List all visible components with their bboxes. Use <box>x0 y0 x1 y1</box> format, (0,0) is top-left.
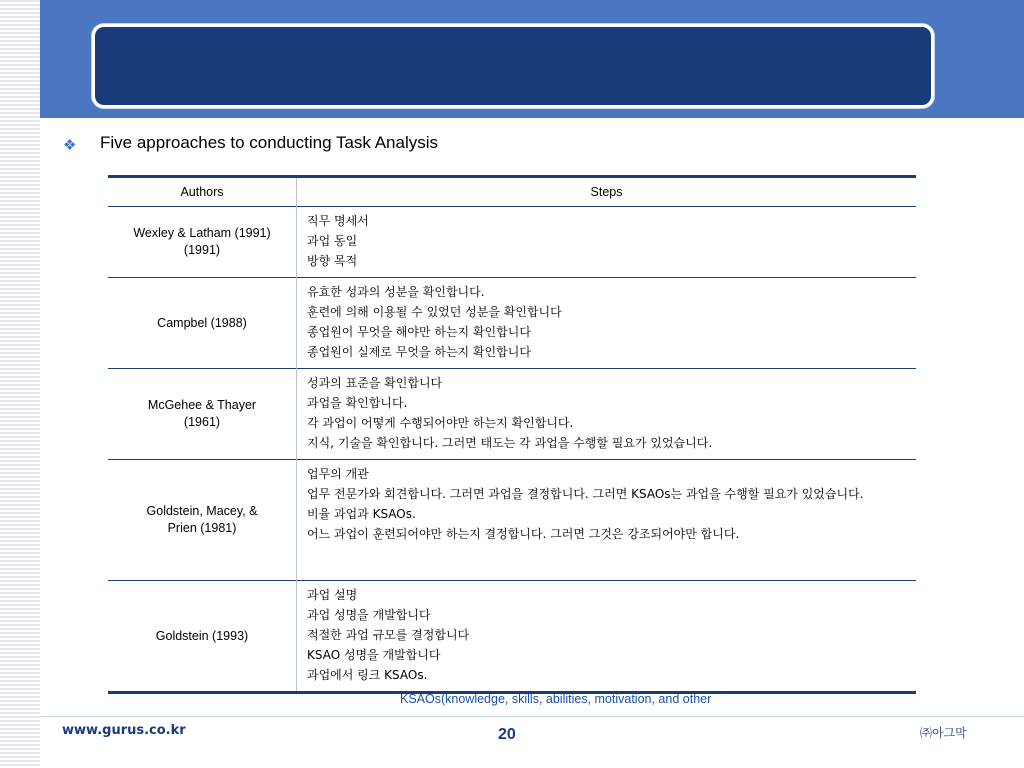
step-item: 각 과업이 어떻게 수행되어야만 하는지 확인합니다. <box>307 416 574 430</box>
left-stripe-decoration <box>0 0 40 768</box>
author-line: Prien (1981) <box>167 521 237 535</box>
slide-heading: Five approaches to conducting Task Analysis <box>100 133 438 152</box>
author-line: McGehee & Thayer <box>147 398 257 412</box>
author-line: Goldstein (1993) <box>155 628 249 643</box>
page-number: 20 <box>498 726 516 743</box>
company-name: ㈜아그막 <box>920 726 967 740</box>
table-row <box>108 581 916 693</box>
task-analysis-table <box>108 175 916 694</box>
steps-cell <box>297 581 917 693</box>
step-item: 종업원이 실제로 무엇을 하는지 확인합니다 <box>307 345 531 359</box>
step-item: 적절한 과업 규모를 결정합니다 <box>307 628 470 642</box>
author-cell <box>108 207 297 278</box>
step-item: 업무의 개관 <box>307 467 369 481</box>
author-cell <box>108 581 297 693</box>
footer-divider <box>40 716 1024 717</box>
table-header-row <box>108 177 916 207</box>
step-item: 과업 동일 <box>307 234 358 248</box>
step-item: 비율 과업과 KSAOs. <box>307 507 416 521</box>
footer-website-link[interactable]: www.gurus.co.kr <box>62 723 186 738</box>
steps-cell <box>297 460 917 581</box>
steps-cell <box>297 369 917 460</box>
step-item: KSAO 성명을 개발합니다 <box>307 648 441 662</box>
step-item: 과업에서 링크 KSAOs. <box>307 668 428 682</box>
authors-column-header: Authors <box>108 177 297 207</box>
title-box <box>92 24 934 108</box>
step-item: 종업원이 무엇을 해야만 하는지 확인합니다 <box>307 325 531 339</box>
steps-column-header: Steps <box>297 177 917 207</box>
ksao-footnote: KSAOs(knowledge, skills, abilities, motivation, and other <box>400 692 712 706</box>
step-item: 성과의 표준을 확인합니다 <box>307 376 443 390</box>
step-item: 직무 명세서 <box>307 214 369 228</box>
author-line: (1991) <box>183 243 221 257</box>
author-cell <box>108 278 297 369</box>
author-line: (1961) <box>183 415 221 429</box>
table-row <box>108 369 916 460</box>
author-cell <box>108 460 297 581</box>
table-row <box>108 207 916 278</box>
diamond-cluster-icon: ❖ <box>63 136 77 154</box>
step-item: 과업 설명 <box>307 588 358 602</box>
step-item: 과업 성명을 개발합니다 <box>307 608 431 622</box>
table-row <box>108 460 916 581</box>
steps-cell <box>297 278 917 369</box>
step-item: 지식, 기술을 확인합니다. 그러면 태도는 각 과업을 수행할 필요가 있었습니다. <box>307 436 713 450</box>
author-line: Wexley & Latham (1991) <box>133 226 271 240</box>
author-line: Campbel (1988) <box>157 315 247 330</box>
step-item: 어느 과업이 훈련되어야만 하는지 결정합니다. 그러면 그것은 강조되어야만 합니다. <box>307 527 740 541</box>
step-item: 유효한 성과의 성분을 확인합니다. <box>307 285 485 299</box>
table-row <box>108 278 916 369</box>
step-item: 훈련에 의해 이용될 수 있었던 성분을 확인합니다 <box>307 305 562 319</box>
author-line: Goldstein, Macey, & <box>146 504 258 518</box>
step-item: 방향 목적 <box>307 254 358 268</box>
steps-cell <box>297 207 917 278</box>
author-cell <box>108 369 297 460</box>
step-item: 과업을 확인합니다. <box>307 396 408 410</box>
step-item: 업무 전문가와 회견합니다. 그러면 과업을 결정합니다. 그러면 KSAOs는 과업을 수행할 필요가 있었습니다. <box>307 487 864 501</box>
